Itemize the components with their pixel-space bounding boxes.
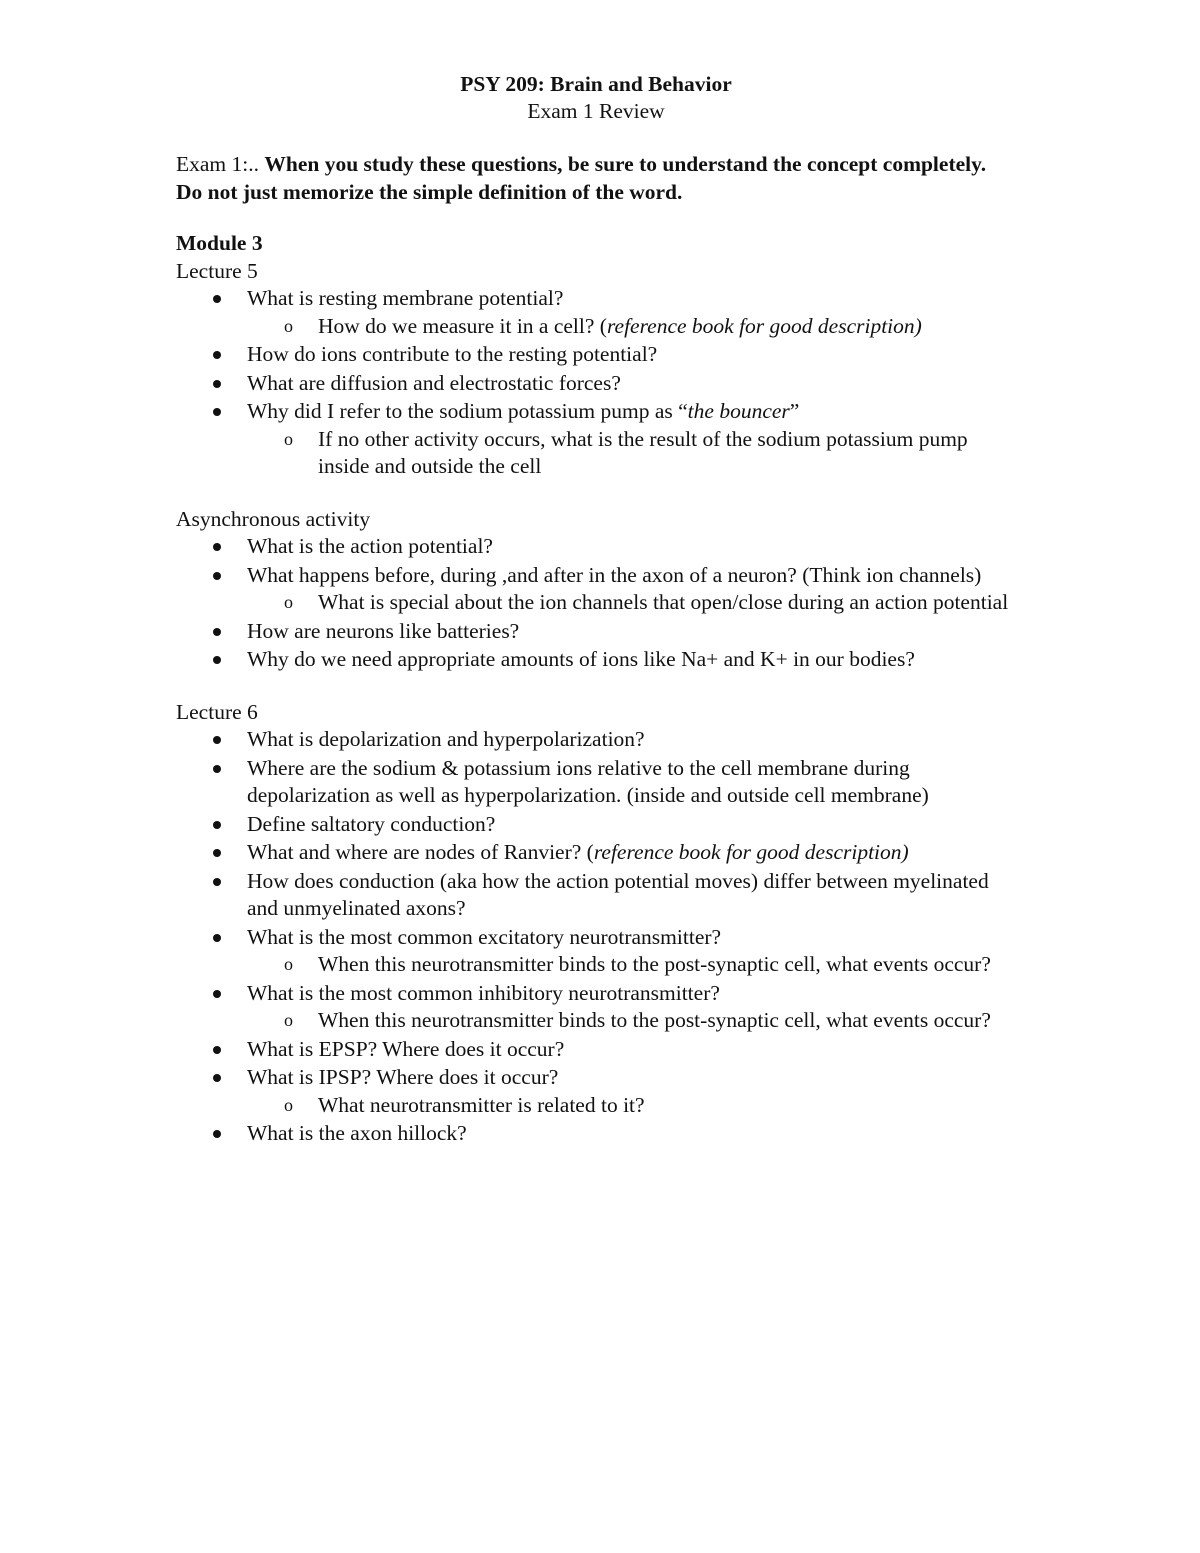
lecture-6-heading: Lecture 6 (176, 699, 258, 724)
list-item (176, 1120, 1016, 1148)
question-text: Where are the sodium & potassium ions relative to the cell membrane during depolarization as well as hyperpolarization. (inside and outside cell membrane) (247, 755, 929, 807)
question-text: What are diffusion and electrostatic forces? (247, 370, 621, 395)
question-text: Why do we need appropriate amounts of ions like Na+ and K+ in our bodies? (247, 647, 915, 671)
lecture-5-heading: Lecture 5 (176, 258, 258, 283)
sub-list-item (247, 313, 1016, 341)
question-text: How are neurons like batteries? (247, 618, 520, 643)
list-item (176, 618, 1016, 646)
list-item (176, 868, 1016, 923)
question-text: Why did I refer to the sodium potassium pump as “ (247, 399, 688, 423)
question-text-end: ” (789, 399, 800, 423)
bullet-icon (213, 408, 221, 416)
page-subtitle: Exam 1 Review (527, 99, 665, 123)
intro-paragraph (176, 150, 1016, 206)
list-item (176, 646, 1016, 674)
document-content (176, 70, 1016, 1149)
sub-list-item (247, 951, 1016, 979)
bullet-icon (213, 1046, 221, 1054)
question-italic-text: reference book for good description) (606, 313, 922, 338)
circle-bullet-icon: o (284, 315, 293, 336)
lecture-5-list (176, 285, 1016, 481)
bullet-icon (213, 878, 221, 886)
intro-lead: Exam 1:.. (176, 152, 265, 176)
bullet-icon (213, 736, 221, 744)
circle-bullet-icon: o (284, 1010, 293, 1030)
sub-list-item (247, 589, 1016, 617)
question-text: What is resting membrane potential? (247, 286, 564, 310)
bullet-icon (213, 656, 221, 664)
question-text: What is the axon hillock? (247, 1121, 467, 1145)
page-title: PSY 209: Brain and Behavior (460, 72, 732, 96)
circle-bullet-icon: o (284, 954, 293, 974)
bullet-icon (213, 990, 221, 998)
bullet-icon (213, 821, 221, 829)
async-heading: Asynchronous activity (176, 506, 371, 531)
sub-list (247, 1007, 1016, 1035)
list-item (176, 980, 1016, 1035)
bullet-icon (213, 1130, 221, 1138)
bullet-icon (213, 543, 221, 551)
sub-list (247, 426, 1016, 481)
bullet-icon (213, 380, 221, 388)
question-text: If no other activity occurs, what is the result of the sodium potassium pump inside and outside the cell (318, 426, 968, 478)
sub-list-item (247, 1092, 1016, 1120)
sub-list (247, 589, 1016, 617)
list-item (176, 1064, 1016, 1119)
list-item (176, 398, 1016, 481)
question-italic-text: reference book for good description) (593, 840, 909, 864)
bullet-icon (213, 295, 221, 303)
list-item (176, 533, 1016, 561)
question-text: How does conduction (aka how the action potential moves) differ between myelinated and unmyelinated axons? (247, 868, 989, 920)
circle-bullet-icon: o (284, 428, 293, 449)
circle-bullet-icon: o (284, 592, 293, 612)
list-item (176, 839, 1016, 867)
question-text: Define saltatory conduction? (247, 811, 496, 836)
sub-list-item (247, 1007, 1016, 1035)
list-item (176, 1036, 1016, 1064)
circle-bullet-icon: o (284, 1094, 293, 1115)
list-item (176, 562, 1016, 617)
list-item (176, 285, 1016, 340)
async-list (176, 533, 1016, 674)
list-item (176, 755, 1016, 810)
list-item (176, 924, 1016, 979)
bullet-icon (213, 765, 221, 773)
question-text: What is the most common excitatory neurotransmitter? (247, 924, 722, 949)
bullet-icon (213, 628, 221, 636)
list-item (176, 811, 1016, 839)
list-item (176, 726, 1016, 754)
question-text: What happens before, during ,and after in the axon of a neuron? (Think ion channels) (247, 562, 982, 587)
sub-list (247, 951, 1016, 979)
lecture-6-list (176, 726, 1016, 1148)
sub-list-item (247, 426, 1016, 481)
question-text: What neurotransmitter is related to it? (318, 1092, 645, 1117)
question-text: What is the action potential? (247, 534, 493, 558)
question-text: What is IPSP? Where does it occur? (247, 1065, 559, 1089)
list-item (176, 341, 1016, 369)
question-text: What and where are nodes of Ranvier? ( (247, 840, 594, 864)
bullet-icon (213, 351, 221, 359)
question-text: What is EPSP? Where does it occur? (247, 1036, 565, 1061)
question-text: How do ions contribute to the resting potential? (247, 342, 658, 366)
question-text: When this neurotransmitter binds to the post-synaptic cell, what events occur? (318, 1008, 991, 1032)
question-text: When this neurotransmitter binds to the post-synaptic cell, what events occur? (318, 952, 991, 976)
sub-list (247, 313, 1016, 341)
question-text: What is depolarization and hyperpolarization? (247, 727, 645, 751)
bullet-icon (213, 572, 221, 580)
bullet-icon (213, 1074, 221, 1082)
bullet-icon (213, 934, 221, 942)
list-item (176, 370, 1016, 398)
intro-bold-instruction: When you study these questions, be sure to understand the concept completely. Do not just memorize the simple definition of the word. (176, 152, 987, 204)
question-italic-text: the bouncer (687, 399, 790, 423)
sub-list (247, 1092, 1016, 1120)
question-text: How do we measure it in a cell? ( (318, 313, 607, 338)
module-heading: Module 3 (176, 231, 263, 255)
question-text: What is special about the ion channels that open/close during an action potential (318, 590, 1009, 614)
question-text: What is the most common inhibitory neurotransmitter? (247, 980, 720, 1005)
bullet-icon (213, 849, 221, 857)
